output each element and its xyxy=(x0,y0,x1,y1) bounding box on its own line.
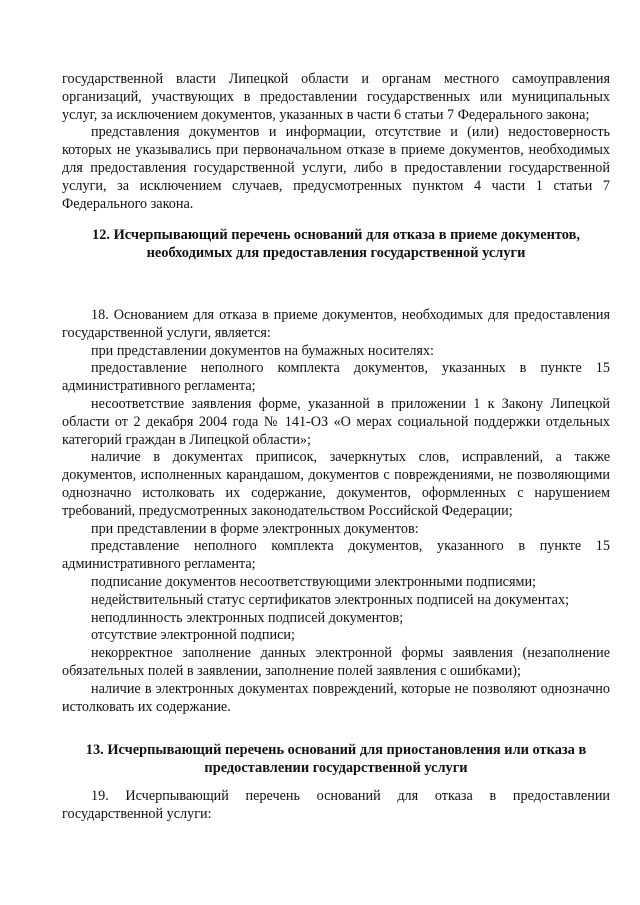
paragraph: недействительный статус сертификатов электронных подписей на документах; xyxy=(91,591,570,608)
paragraph: представления документов и информации, отсутствие и (или) недостоверность которых не указывались при первоначальном отказе в приеме документов, необходимых для предоставления государственной услуги, либо в предоставлении государственной услуги, за исключением случаев, предусмотренных пунктом 4 части 1 статьи 7 Федерального закона. xyxy=(62,124,610,212)
paragraph: отсутствие электронной подписи; xyxy=(91,627,295,644)
paragraph: представление неполного комплекта документов, указанного в пункте 15 административного регламента; xyxy=(62,538,610,573)
paragraph: подписание документов несоответствующими электронными подписями; xyxy=(91,573,536,590)
paragraph: 19. Исчерпывающий перечень оснований для отказа в предоставлении государственной услуги: xyxy=(62,788,610,822)
paragraph: при представлении документов на бумажных носителях: xyxy=(91,342,434,359)
paragraph: неподлинность электронных подписей документов; xyxy=(91,609,404,626)
paragraph-group-clause-19 xyxy=(62,788,610,824)
paragraph-group-intro xyxy=(62,71,610,213)
paragraph: некорректное заполнение данных электронной формы заявления (незаполнение обязательных полей в заявлении, заполнение полей заявления с ошибками); xyxy=(62,645,610,679)
section-heading-13: 13. Исчерпывающий перечень оснований для приостановления или отказа в предоставлении государственной услуги xyxy=(85,742,587,776)
paragraph: предоставление неполного комплекта документов, указанных в пункте 15 административного регламента; xyxy=(62,360,610,395)
paragraph: при представлении в форме электронных документов: xyxy=(91,520,419,537)
paragraph: наличие в электронных документах повреждений, которые не позволяют однозначно истолковать их содержание. xyxy=(62,680,610,715)
paragraph: 18. Основанием для отказа в приеме документов, необходимых для предоставления государственной услуги, является: xyxy=(62,307,610,341)
section-heading-12: 12. Исчерпывающий перечень оснований для отказа в приеме документов, необходимых для предоставления государственной услуги xyxy=(92,227,580,261)
paragraph: несоответствие заявления форме, указанной в приложении 1 к Закону Липецкой области от 2 декабря 2004 года № 141-ОЗ «О мерах социальной поддержки отдельных категорий граждан в Липецкой области»; xyxy=(62,395,610,448)
paragraph: государственной власти Липецкой области и органам местного самоуправления организаций, участвующих в предоставлении государственных или муниципальных услуг, за исключением документов, указанных в части 6 статьи 7 Федерального закона; xyxy=(62,71,610,123)
paragraph-group-clause-18 xyxy=(62,307,610,716)
paragraph: наличие в документах приписок, зачеркнутых слов, исправлений, а также документов, исполненных карандашом, документов с повреждениями, не позволяющими однозначно истолковать их содержание, документов, оформленных с нарушением требований, предусмотренных законодательством Российской Федерации; xyxy=(62,449,610,519)
